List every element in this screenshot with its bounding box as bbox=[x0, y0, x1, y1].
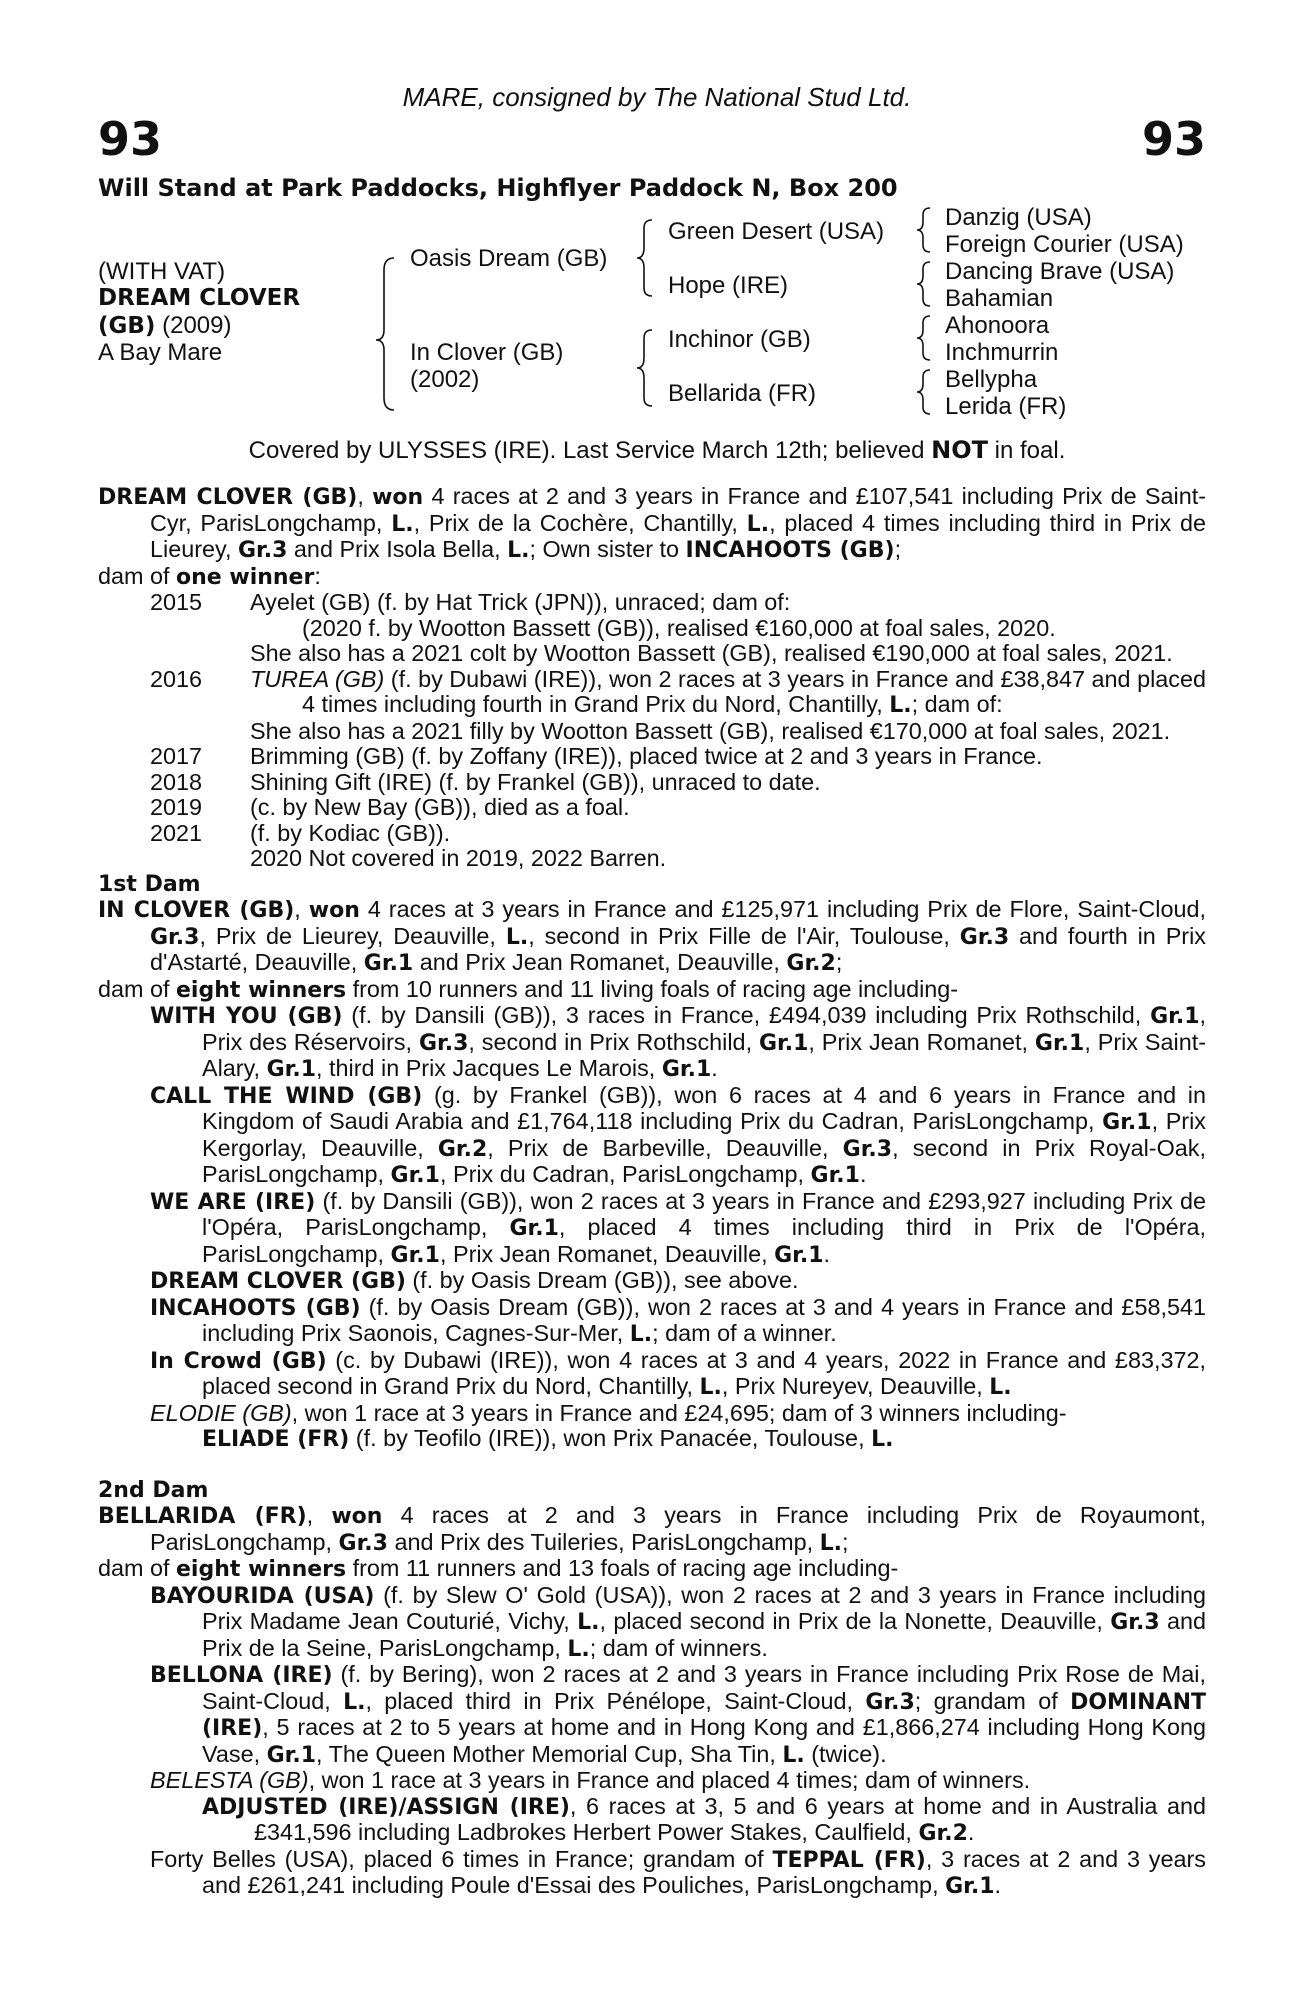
bracket-g3-4 bbox=[917, 370, 930, 414]
sire-dam: Hope (IRE) bbox=[668, 272, 789, 299]
second-dam-heading: 2nd Dam bbox=[98, 1477, 209, 1503]
progeny-call-the-wind: CALL THE WIND (GB) (g. by Frankel (GB)), won 6 races at 4 and 6 years in France and in Kingdom of Saudi Arabia and £1,764,118 including Prix du Cadran, ParisLongchamp, Gr.1, Prix Kergorlay, Deauville, Gr.2, Prix de Barbeville, Deauville, Gr.3, second in Prix Royal-Oak, ParisLongchamp, Gr.1, Prix du Cadran, ParisLongchamp, Gr.1. bbox=[150, 1081, 1206, 1188]
progeny-eliade: ELIADE (FR) (f. by Teofilo (IRE)), won Prix Panacée, Toulouse, L. bbox=[202, 1425, 894, 1452]
second-dam-dam-of: dam of eight winners from 11 runners and 13 foals of racing age including- bbox=[98, 1555, 899, 1582]
produce-2017: Brimming (GB) (f. by Zoffany (IRE)), placed twice at 2 and 3 years in France. bbox=[250, 743, 1043, 769]
first-dam-heading: 1st Dam bbox=[98, 871, 201, 897]
dam-dam: Bellarida (FR) bbox=[668, 380, 817, 407]
produce-2019: (c. by New Bay (GB)), died as a foal. bbox=[250, 794, 630, 820]
gen3-4: Bahamian bbox=[945, 285, 1054, 312]
gen3-3: Dancing Brave (USA) bbox=[945, 258, 1175, 285]
horse-country: (GB) bbox=[98, 313, 156, 339]
horse-year: (2009) bbox=[155, 312, 232, 339]
second-dam-summary: BELLARIDA (FR), won 4 races at 2 and 3 years in France including Prix de Royaumont, ParisLongchamp, Gr.3 and Prix des Tuileries, ParisLongchamp, L.; bbox=[98, 1502, 1207, 1556]
horse-description: A Bay Mare bbox=[98, 339, 223, 366]
bracket-g3-1 bbox=[917, 208, 930, 252]
first-dam-dam-of: dam of eight winners from 10 runners and 11 living foals of racing age including- bbox=[98, 975, 959, 1003]
progeny-forty-belles: Forty Belles (USA), placed 6 times in France; grandam of TEPPAL (FR), 3 races at 2 and 3 years and £261,241 including Poule d'Essai des Pouliches, ParisLongchamp, Gr.1. bbox=[150, 1845, 1207, 1899]
progeny-elodie: ELODIE (GB), won 1 race at 3 years in France and £24,695; dam of 3 winners including- bbox=[150, 1399, 1067, 1426]
dam: In Clover (GB) bbox=[410, 339, 564, 366]
progeny-bayourida: BAYOURIDA (USA) (f. by Slew O' Gold (USA)), won 2 races at 2 and 3 years in France including Prix Madame Jean Couturié, Vichy, L., placed second in Prix de la Nonette, Deauville, Gr.3 and Prix de la Seine, ParisLongchamp, L.; dam of winners. bbox=[150, 1581, 1206, 1662]
progeny-in-crowd: In Crowd (GB) (c. by Dubawi (IRE)), won 4 races at 3 and 4 years, 2022 in France and £83,372, placed second in Grand Prix du Nord, Chantilly, L., Prix Nureyev, Deauville, L. bbox=[150, 1346, 1206, 1400]
bracket-g3-3 bbox=[917, 316, 930, 360]
bracket-g3-2 bbox=[917, 262, 930, 306]
mare-dam-of: dam of one winner: bbox=[98, 562, 321, 590]
produce-2015: Ayelet (GB) (f. by Hat Trick (JPN)), unraced; dam of: bbox=[250, 589, 791, 615]
mare-summary: DREAM CLOVER (GB), won 4 races at 2 and 3 years in France and £107,541 including Prix de Saint-Cyr, ParisLongchamp, L., Prix de la Cochère, Chantilly, L., placed 4 times including third in Prix de Lieurey, Gr.3 and Prix Isola Bella, L.; Own sister to INCAHOOTS (GB); bbox=[98, 483, 1207, 563]
progeny-bellona: BELLONA (IRE) (f. by Bering), won 2 races at 2 and 3 years in France including Prix Rose de Mai, Saint-Cloud, L., placed third in Prix Pénélope, Saint-Cloud, Gr.3; grandam of DOMINANT (IRE), 5 races at 2 to 5 years at home and in Hong Kong and £1,866,274 including Hong Kong Vase, Gr.1, The Queen Mother Memorial Cup, Sha Tin, L. (twice). bbox=[150, 1661, 1206, 1768]
progeny-belesta: BELESTA (GB), won 1 race at 3 years in France and placed 4 times; dam of winners. bbox=[150, 1767, 1031, 1793]
gen3-8: Lerida (FR) bbox=[945, 393, 1067, 420]
produce-2016-filly: She also has a 2021 filly by Wootton Bassett (GB), realised €170,000 at foal sales, 2021. bbox=[250, 717, 1171, 744]
produce-2021: (f. by Kodiac (GB)). bbox=[250, 819, 451, 846]
catalogue-body bbox=[98, 484, 1206, 1900]
gen3-5: Ahonoora bbox=[945, 312, 1050, 339]
progeny-dream-clover: DREAM CLOVER (GB) (f. by Oasis Dream (GB)), see above. bbox=[150, 1267, 799, 1294]
horse-country-year bbox=[98, 312, 231, 340]
produce-2015-colt: She also has a 2021 colt by Wootton Bassett (GB), realised €190,000 at foal sales, 2021. bbox=[250, 640, 1173, 666]
progeny-with-you: WITH YOU (GB) (f. by Dansili (GB)), 3 races in France, £494,039 including Prix Rothschild, Gr.1, Prix des Réservoirs, Gr.3, second in Prix Rothschild, Gr.1, Prix Jean Romanet, Gr.1, Prix Saint-Alary, Gr.1, third in Prix Jacques Le Marois, Gr.1. bbox=[150, 1002, 1206, 1082]
dam-year: (2002) bbox=[410, 366, 480, 393]
progeny-adjusted: ADJUSTED (IRE)/ASSIGN (IRE), 6 races at 3, 5 and 6 years at home and in Australia and £341,596 including Ladbrokes Herbert Power Stakes, Caulfield, Gr.2. bbox=[202, 1792, 1207, 1846]
sire: Oasis Dream (GB) bbox=[410, 245, 608, 272]
pedigree-brackets bbox=[0, 0, 1314, 460]
lot-number-left: 93 bbox=[98, 112, 163, 166]
produce-note: 2020 Not covered in 2019, 2022 Barren. bbox=[250, 845, 667, 871]
progeny-we-are: WE ARE (IRE) (f. by Dansili (GB)), won 2 races at 3 years in France and £293,927 including Prix de l'Opéra, ParisLongchamp, Gr.1, placed 4 times including third in Prix de l'Opéra, ParisLongchamp, Gr.1, Prix Jean Romanet, Deauville, Gr.1. bbox=[150, 1187, 1207, 1268]
produce-2015-foal: (2020 f. by Wootton Bassett (GB)), realised €160,000 at foal sales, 2020. bbox=[302, 614, 1056, 641]
covered-status: Covered by ULYSSES (IRE). Last Service March 12th; believed NOT in foal. bbox=[248, 436, 1066, 464]
bracket-main bbox=[376, 258, 394, 410]
bracket-sire bbox=[637, 220, 652, 296]
dam-sire: Inchinor (GB) bbox=[668, 326, 811, 353]
horse-name: DREAM CLOVER bbox=[98, 285, 301, 311]
produce-record: 2015 Ayelet (GB) (f. by Hat Trick (JPN)), unraced; dam of: (2020 f. by Wootton Bassett (GB)), realised €160,000 at foal sales, 2020. She also has a 2021 colt by Wootton Bassett (GB), realised €190,000 at foal sales, 2021. 2016 TUREA (GB) (f. by Dubawi (IRE)), won 2 races at 3 years in France and £38,847 and placed 4 times including fourth in Grand Prix du Nord, Chantilly, L.; dam of: She also has a 2021 filly by Wootton Bassett (GB), realised €170,000 at foal sales, 2021. 2017 Brimming (GB) (f. by Zoffany (IRE)), placed twice at 2 and 3 years in France. 2018 Shining Gift (IRE) (f. by Frankel (GB)), unraced to date. 2019 (c. by New Bay (GB)), died as a foal. 2021 (f. by Kodiac (GB)). 2020 Not covered in 2019, 2022 Barren. bbox=[150, 589, 1206, 871]
standing-location: Will Stand at Park Paddocks, Highflyer Paddock N, Box 200 bbox=[98, 174, 898, 202]
vat-note: (WITH VAT) bbox=[98, 258, 226, 285]
progeny-incahoots: INCAHOOTS (GB) (f. by Oasis Dream (GB)), won 2 races at 3 and 4 years in France and £58,541 including Prix Saonois, Cagnes-Sur-Mer, L.; dam of a winner. bbox=[150, 1293, 1206, 1347]
produce-2018: Shining Gift (IRE) (f. by Frankel (GB)), unraced to date. bbox=[250, 768, 821, 795]
produce-2016: TUREA (GB) (f. by Dubawi (IRE)), won 2 races at 3 years in France and £38,847 and placed 4 times including fourth in Grand Prix du Nord, Chantilly, L.; dam of: bbox=[250, 665, 1206, 718]
bracket-dam bbox=[637, 330, 652, 406]
lot-number-right: 93 bbox=[1141, 112, 1206, 166]
consignor-line: MARE, consigned by The National Stud Ltd. bbox=[402, 82, 912, 112]
gen3-1: Danzig (USA) bbox=[945, 204, 1092, 231]
gen3-2: Foreign Courier (USA) bbox=[945, 231, 1184, 258]
first-dam-summary: IN CLOVER (GB), won 4 races at 3 years in France and £125,971 including Prix de Flore, Saint-Cloud, Gr.3, Prix de Lieurey, Deauville, L., second in Prix Fille de l'Air, Toulouse, Gr.3 and fourth in Prix d'Astarté, Deauville, Gr.1 and Prix Jean Romanet, Deauville, Gr.2; bbox=[98, 896, 1206, 976]
gen3-7: Bellypha bbox=[945, 366, 1038, 393]
gen3-6: Inchmurrin bbox=[945, 339, 1059, 366]
sire-sire: Green Desert (USA) bbox=[668, 218, 885, 245]
